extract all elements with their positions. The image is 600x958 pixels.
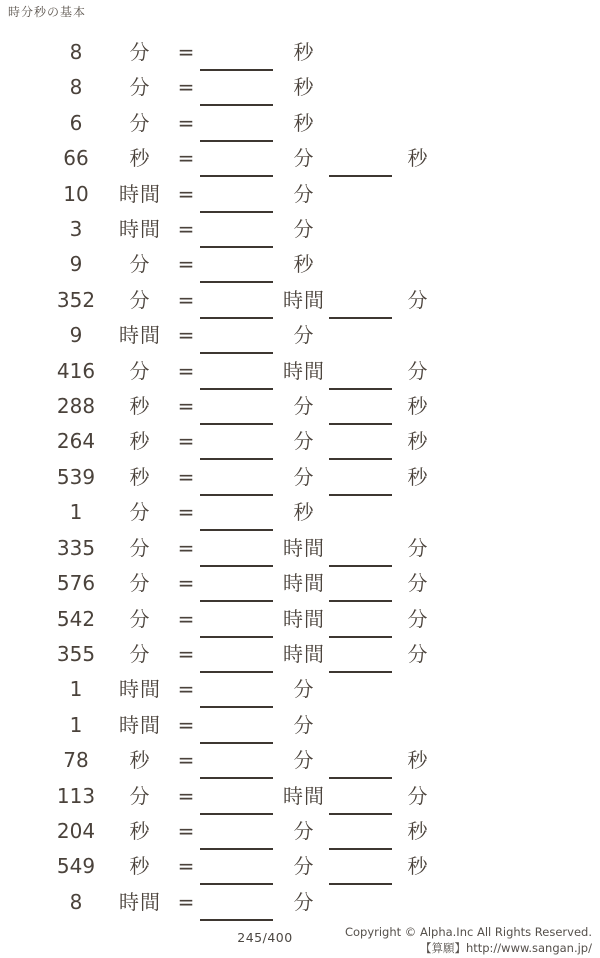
problem-unit: 分 [129,783,151,808]
equals-sign: = [177,287,195,312]
problem-unit: 分 [129,606,151,631]
answer-unit-1: 秒 [293,110,315,135]
answer-blank-2[interactable] [329,610,392,638]
answer-blank-1[interactable] [200,468,273,496]
problem-unit: 秒 [129,394,151,419]
answer-blank-2[interactable] [329,645,392,673]
page-number: 245/400 [237,930,293,945]
answer-unit-1: 分 [293,146,315,171]
answer-blank-1[interactable] [200,857,273,885]
copyright-line1: Copyright © Alpha.Inc All Rights Reserved. [344,925,592,939]
answer-unit-1: 秒 [293,75,315,100]
answer-unit-1: 分 [293,677,315,702]
problem-row [0,35,600,70]
problem-value: 288 [56,394,96,419]
answer-blank-1[interactable] [200,751,273,779]
problem-value: 355 [56,641,96,666]
problem-row [0,814,600,849]
problem-unit: 秒 [129,146,151,171]
problem-unit: 分 [129,110,151,135]
answer-blank-2[interactable] [329,149,392,177]
problem-unit: 分 [129,358,151,383]
problem-row [0,460,600,495]
problem-value: 9 [69,323,83,348]
answer-blank-2[interactable] [329,468,392,496]
problem-unit: 秒 [129,464,151,489]
answer-unit-1: 分 [293,464,315,489]
equals-sign: = [177,217,195,242]
answer-unit-1: 分 [293,712,315,737]
equals-sign: = [177,748,195,773]
answer-blank-1[interactable] [200,149,273,177]
answer-unit-2: 秒 [407,429,429,454]
problem-value: 8 [69,40,83,64]
answer-unit-1: 時間 [283,606,325,631]
answer-unit-2: 秒 [407,464,429,489]
problem-row [0,354,600,389]
answer-unit-2: 分 [407,571,429,596]
answer-blank-1[interactable] [200,893,273,921]
equals-sign: = [177,252,195,277]
equals-sign: = [177,641,195,666]
problem-unit: 時間 [119,217,161,242]
answer-blank-1[interactable] [200,680,273,708]
answer-blank-1[interactable] [200,362,273,390]
answer-unit-1: 分 [293,394,315,419]
answer-unit-1: 秒 [293,500,315,525]
answer-blank-1[interactable] [200,716,273,744]
problem-row [0,424,600,459]
problem-row [0,141,600,176]
answer-unit-1: 時間 [283,287,325,312]
problem-row [0,708,600,743]
equals-sign: = [177,677,195,702]
answer-blank-2[interactable] [329,362,392,390]
answer-blank-1[interactable] [200,503,273,531]
problem-row [0,247,600,282]
answer-unit-2: 秒 [407,146,429,171]
answer-blank-2[interactable] [329,539,392,567]
problem-unit: 時間 [119,712,161,737]
problem-value: 1 [69,712,83,737]
page-title: 時分秒の基本 [8,5,87,19]
answer-unit-1: 分 [293,854,315,879]
answer-unit-2: 秒 [407,818,429,843]
equals-sign: = [177,75,195,100]
problem-value: 66 [63,146,89,171]
equals-sign: = [177,854,195,879]
answer-unit-1: 分 [293,217,315,242]
answer-unit-1: 時間 [283,641,325,666]
problem-value: 78 [63,748,89,773]
equals-sign: = [177,464,195,489]
copyright-line2: 【算願】http://www.sangan.jp/ [419,940,592,955]
problem-row [0,779,600,814]
answer-unit-1: 分 [293,889,315,914]
answer-blank-1[interactable] [200,822,273,850]
problem-value: 539 [56,464,96,489]
answer-blank-1[interactable] [200,78,273,106]
problem-unit: 分 [129,40,151,64]
problem-unit: 秒 [129,818,151,843]
answer-blank-2[interactable] [329,857,392,885]
answer-unit-1: 秒 [293,252,315,277]
problem-row [0,885,600,920]
problem-row [0,495,600,530]
problem-row [0,602,600,637]
answer-unit-1: 時間 [283,358,325,383]
problem-value: 542 [56,606,96,631]
problem-unit: 分 [129,535,151,560]
answer-unit-2: 分 [407,358,429,383]
problem-row [0,672,600,707]
problem-row [0,637,600,672]
answer-blank-1[interactable] [200,114,273,142]
answer-blank-2[interactable] [329,432,392,460]
problem-row [0,531,600,566]
answer-unit-2: 分 [407,535,429,560]
answer-blank-1[interactable] [200,574,273,602]
answer-unit-1: 時間 [283,783,325,808]
equals-sign: = [177,889,195,914]
answer-blank-1[interactable] [200,220,273,248]
problem-row [0,389,600,424]
answer-unit-2: 秒 [407,394,429,419]
answer-blank-1[interactable] [200,610,273,638]
problem-row [0,106,600,141]
answer-blank-2[interactable] [329,291,392,319]
answer-unit-2: 分 [407,641,429,666]
problem-unit: 分 [129,500,151,525]
problem-value: 6 [69,110,83,135]
problem-unit: 時間 [119,323,161,348]
answer-unit-2: 分 [407,287,429,312]
equals-sign: = [177,535,195,560]
problem-unit: 秒 [129,748,151,773]
problem-value: 3 [69,217,83,242]
answer-blank-2[interactable] [329,574,392,602]
answer-blank-1[interactable] [200,326,273,354]
problem-row [0,177,600,212]
problem-value: 9 [69,252,83,277]
equals-sign: = [177,429,195,454]
answer-blank-1[interactable] [200,255,273,283]
answer-unit-1: 分 [293,748,315,773]
problem-value: 8 [69,889,83,914]
problem-value: 1 [69,500,83,525]
equals-sign: = [177,606,195,631]
problem-unit: 時間 [119,889,161,914]
problem-unit: 秒 [129,854,151,879]
answer-unit-1: 分 [293,323,315,348]
answer-unit-1: 秒 [293,40,315,64]
equals-sign: = [177,323,195,348]
problem-value: 8 [69,75,83,100]
answer-blank-1[interactable] [200,645,273,673]
answer-blank-1[interactable] [200,291,273,319]
equals-sign: = [177,712,195,737]
answer-unit-1: 分 [293,429,315,454]
problem-unit: 時間 [119,677,161,702]
problem-row [0,566,600,601]
answer-blank-1[interactable] [200,432,273,460]
equals-sign: = [177,818,195,843]
answer-blank-1[interactable] [200,185,273,213]
problem-list [0,35,600,920]
problem-value: 549 [56,854,96,879]
answer-unit-1: 時間 [283,571,325,596]
problem-row [0,283,600,318]
answer-blank-1[interactable] [200,787,273,815]
copyright [345,925,592,956]
answer-blank-2[interactable] [329,751,392,779]
answer-blank-2[interactable] [329,787,392,815]
answer-unit-1: 分 [293,818,315,843]
problem-unit: 時間 [119,181,161,206]
problem-value: 576 [56,571,96,596]
equals-sign: = [177,571,195,596]
answer-unit-1: 分 [293,181,315,206]
equals-sign: = [177,146,195,171]
problem-value: 1 [69,677,83,702]
equals-sign: = [177,110,195,135]
answer-blank-1[interactable] [200,539,273,567]
problem-row [0,70,600,105]
equals-sign: = [177,500,195,525]
problem-row [0,849,600,884]
problem-unit: 分 [129,75,151,100]
problem-value: 352 [56,287,96,312]
equals-sign: = [177,783,195,808]
equals-sign: = [177,394,195,419]
answer-unit-2: 秒 [407,748,429,773]
answer-unit-2: 分 [407,783,429,808]
answer-blank-2[interactable] [329,397,392,425]
problem-value: 113 [56,783,96,808]
problem-row [0,743,600,778]
answer-unit-1: 時間 [283,535,325,560]
problem-unit: 秒 [129,429,151,454]
answer-blank-1[interactable] [200,397,273,425]
problem-row [0,318,600,353]
problem-value: 204 [56,818,96,843]
equals-sign: = [177,358,195,383]
equals-sign: = [177,40,195,64]
problem-value: 264 [56,429,96,454]
problem-unit: 分 [129,287,151,312]
problem-row [0,212,600,247]
answer-unit-2: 分 [407,606,429,631]
problem-value: 335 [56,535,96,560]
equals-sign: = [177,181,195,206]
problem-unit: 分 [129,252,151,277]
problem-unit: 分 [129,571,151,596]
answer-blank-1[interactable] [200,43,273,71]
problem-value: 10 [63,181,89,206]
problem-value: 416 [56,358,96,383]
answer-blank-2[interactable] [329,822,392,850]
problem-unit: 分 [129,641,151,666]
answer-unit-2: 秒 [407,854,429,879]
